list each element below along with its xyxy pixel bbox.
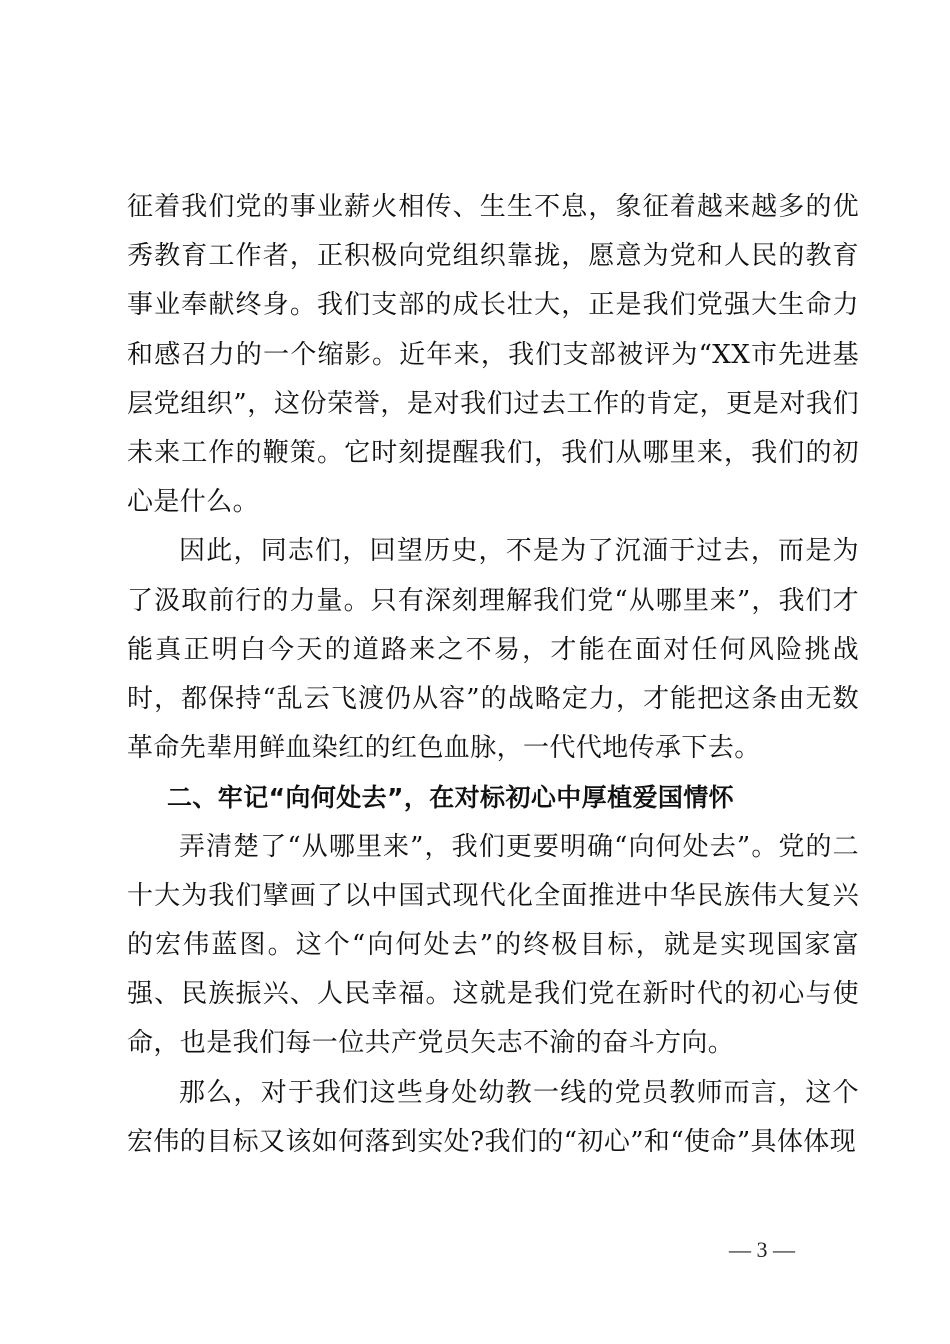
document-body <box>127 183 859 1167</box>
paragraph-continuation: 征着我们党的事业薪火相传、生生不息，象征着越来越多的优秀教育工作者，正积极向党组织靠拢，愿意为党和人民的教育事业奉献终身。我们支部的成长壮大，正是我们党强大生命力和感召力的一个缩影。近年来，我们支部被评为“XX市先进基层党组织”，这份荣誉，是对我们过去工作的肯定，更是对我们未来工作的鞭策。它时刻提醒我们，我们从哪里来，我们的初心是什么。 <box>127 192 859 518</box>
paragraph-history: 因此，同志们，回望历史，不是为了沉湎于过去，而是为了汲取前行的力量。只有深刻理解我们党“从哪里来”，我们才能真正明白今天的道路来之不易，才能在面对任何风险挑战时，都保持“乱云飞渡仍从容”的战略定力，才能把这条由无数革命先辈用鲜血染红的红色血脉，一代代地传承下去。 <box>127 536 859 764</box>
paragraph-teachers: 那么，对于我们这些身处幼教一线的党员教师而言，这个宏伟的目标又该如何落到实处?我们的“初心”和“使命”具体体现 <box>127 1077 859 1157</box>
page-number: — 3 — <box>729 1237 795 1262</box>
section-heading: 二、牢记“向何处去”，在对标初心中厚植爱国情怀 <box>167 783 735 813</box>
paragraph-goal: 弄清楚了“从哪里来”，我们更要明确“向何处去”。党的二十大为我们擘画了以中国式现代化全面推进中华民族伟大复兴的宏伟蓝图。这个“向何处去”的终极目标，就是实现国家富强、民族振兴、人民幸福。这就是我们党在新时代的初心与使命，也是我们每一位共产党员矢志不渝的奋斗方向。 <box>127 831 859 1059</box>
